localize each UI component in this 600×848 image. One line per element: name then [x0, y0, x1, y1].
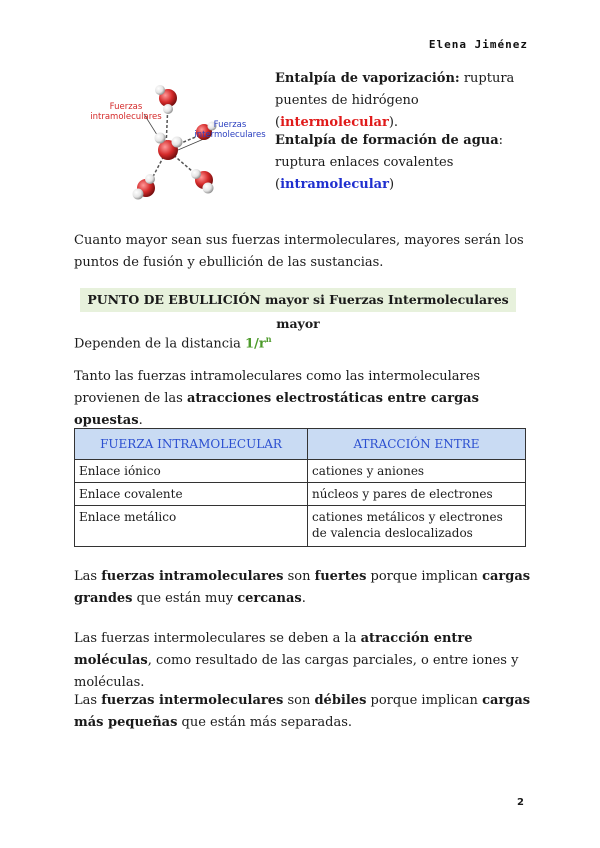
text-run: son — [283, 569, 315, 584]
water-molecules-diagram — [78, 80, 268, 210]
intramolecular-tag: intramolecular — [280, 177, 389, 192]
weak-forces-paragraph — [74, 690, 534, 734]
text-bold: débiles — [314, 693, 367, 708]
page-number: 2 — [517, 797, 524, 808]
enthalpy-vaporization-end: ). — [388, 115, 399, 130]
label-intramolecular-forces: Fuerzas intramoleculares — [90, 102, 162, 122]
text-bold: cercanas — [237, 591, 302, 606]
text-run: que están muy — [132, 591, 238, 606]
header-intramolecular-force: FUERZA INTRAMOLECULAR — [75, 429, 308, 460]
intermolecular-definition-paragraph — [74, 628, 534, 694]
intermolecular-tag: intermolecular — [280, 115, 389, 130]
enthalpy-vaporization-text: ruptura puentes de hidrógeno ( — [275, 71, 515, 130]
text-run: porque implican — [366, 569, 483, 584]
text-run: Las fuerzas intermoleculares se deben a la — [74, 631, 361, 646]
enthalpy-formation-text: : ruptura enlaces covalentes ( — [275, 133, 504, 192]
enthalpy-formation-title: Entalpía de formación de agua — [275, 133, 499, 148]
table-cell: Enlace covalente — [75, 483, 308, 506]
text-bold: fuertes — [314, 569, 367, 584]
origin-bold: atracciones electrostáticas entre cargas opuestas — [74, 391, 479, 428]
table-header-row — [75, 429, 526, 460]
text-run: son — [283, 693, 315, 708]
text-bold: atracción entre moléculas — [74, 631, 473, 668]
intro-paragraph: Cuanto mayor sean sus fuerzas intermoleculares, mayores serán los puntos de fusión y ebullición de las sustancias. — [74, 233, 524, 270]
table-cell: Enlace iónico — [75, 460, 308, 483]
table-cell: cationes y aniones — [308, 460, 526, 483]
text-run: , como resultado de las cargas parciales, o entre iones y moléculas. — [74, 653, 519, 690]
enthalpy-vaporization — [275, 68, 535, 134]
label-intermolecular-forces: Fuerzas intermoleculares — [194, 120, 266, 140]
text-run: que están más separadas. — [177, 715, 353, 730]
forces-table — [74, 428, 526, 547]
text-bold: fuerzas intermoleculares — [101, 693, 284, 708]
distance-paragraph — [74, 328, 534, 355]
boiling-point-highlight: PUNTO DE EBULLICIÓN mayor si Fuerzas Intermoleculares mayor — [80, 288, 516, 312]
header-attraction-between: ATRACCIÓN ENTRE — [308, 429, 526, 460]
text-bold: cargas más pequeñas — [74, 693, 531, 730]
origin-end: . — [138, 413, 143, 428]
water-molecules-figure — [78, 80, 268, 210]
enthalpy-vaporization-title: Entalpía de vaporización: — [275, 71, 460, 86]
text-bold: cargas grandes — [74, 569, 531, 606]
text-run: porque implican — [366, 693, 483, 708]
table-row — [75, 483, 526, 506]
distance-text: Dependen de la distancia — [74, 336, 246, 352]
table-cell: núcleos y pares de electrones — [308, 483, 526, 506]
origin-paragraph — [74, 366, 534, 432]
enthalpy-formation-end: ) — [388, 177, 395, 192]
text-run: Las — [74, 569, 102, 584]
header-author: Elena Jiménez — [428, 38, 528, 51]
text-run: Las — [74, 693, 102, 708]
table-row — [75, 506, 526, 547]
distance-formula: 1/r — [245, 336, 266, 352]
origin-text: Tanto las fuerzas intramoleculares como las intermoleculares provienen de las — [74, 369, 481, 406]
table-cell: cationes metálicos y electrones de valencia deslocalizados — [308, 506, 526, 547]
text-bold: fuerzas intramoleculares — [101, 569, 284, 584]
text-run: . — [301, 591, 306, 606]
distance-exponent: n — [265, 334, 272, 344]
table-row — [75, 460, 526, 483]
table-cell: Enlace metálico — [75, 506, 308, 547]
strong-forces-paragraph — [74, 566, 534, 610]
enthalpy-formation — [275, 130, 535, 196]
